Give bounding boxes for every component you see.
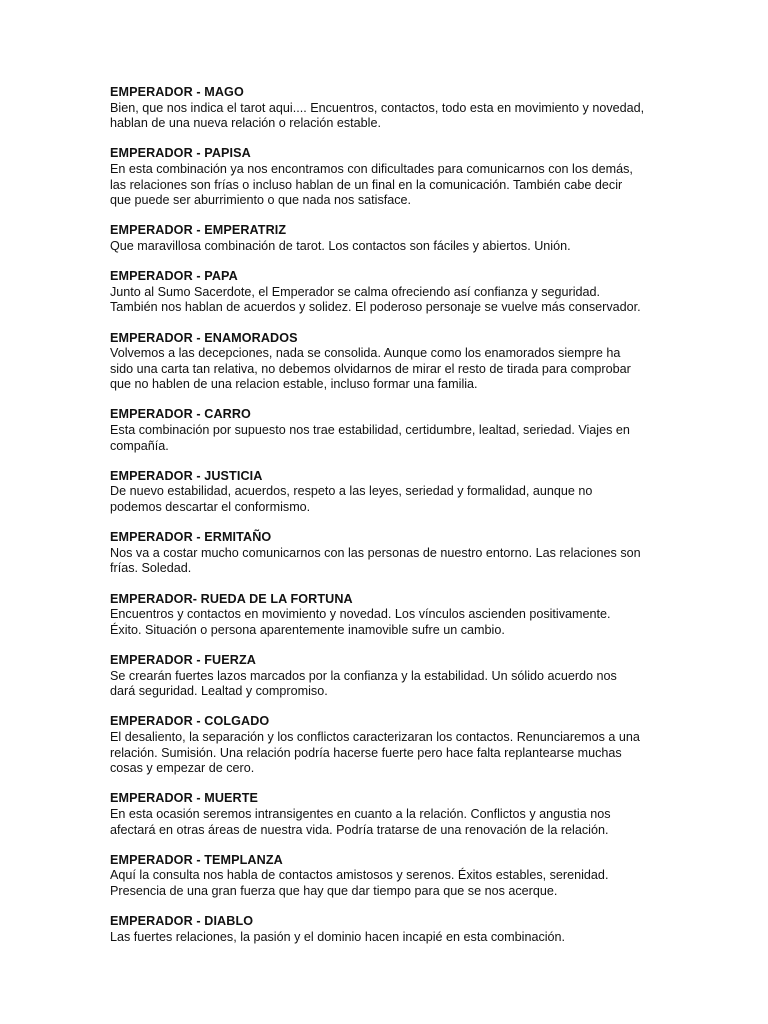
combination-title: EMPERADOR - MUERTE	[110, 791, 259, 806]
combination-title: EMPERADOR - ERMITAÑO	[110, 530, 272, 545]
combination-description-line: las relaciones son frías o incluso hablan de un final en la comunicación. También cabe decir	[110, 177, 623, 192]
combination-description-line: Encuentros y contactos en movimiento y novedad. Los vínculos ascienden positivamente.	[110, 607, 611, 622]
combination-description-line: El desaliento, la separación y los conflictos caracterizaran los contactos. Renunciaremos a una	[110, 729, 640, 744]
combination-description-line: Las fuertes relaciones, la pasión y el dominio hacen incapié en esta combinación.	[110, 929, 566, 944]
combination-description-line: cosas y empezar de cero.	[110, 761, 255, 776]
combination-description-line: Junto al Sumo Sacerdote, el Emperador se calma ofreciendo así confianza y seguridad.	[110, 284, 601, 299]
combination-entry	[110, 469, 670, 516]
combination-title: EMPERADOR- RUEDA DE LA FORTUNA	[110, 591, 353, 606]
combination-entry	[110, 653, 670, 700]
combination-description-line: que puede ser aburrimiento o que nada nos satisface.	[110, 193, 412, 208]
combination-description-line: Volvemos a las decepciones, nada se consolida. Aunque como los enamorados siempre ha	[110, 346, 621, 361]
combination-entry	[110, 269, 670, 316]
combination-title: EMPERADOR - TEMPLANZA	[110, 852, 283, 867]
combination-description-line: También nos hablan de acuerdos y solidez. El poderoso personaje se vuelve más conservador.	[110, 300, 641, 315]
combination-title: EMPERADOR - FUERZA	[110, 652, 256, 667]
combination-entry	[110, 407, 670, 454]
combination-description-line: En esta combinación ya nos encontramos con dificultades para comunicarnos con los demás,	[110, 161, 633, 176]
combination-description-line: De nuevo estabilidad, acuerdos, respeto a las leyes, seriedad y formalidad, aunque no	[110, 484, 593, 499]
combination-title: EMPERADOR - CARRO	[110, 407, 251, 422]
combination-entry	[110, 791, 670, 838]
combination-title: EMPERADOR - COLGADO	[110, 714, 270, 729]
combination-entry	[110, 592, 670, 639]
combination-title: EMPERADOR - EMPERATRIZ	[110, 223, 287, 238]
combination-description-line: Presencia de una gran fuerza que hay que dar tiempo para que se nos acerque.	[110, 883, 558, 898]
combination-description-line: Esta combinación por supuesto nos trae estabilidad, certidumbre, lealtad, seriedad. Viajes en	[110, 423, 630, 438]
combination-description-line: compañía.	[110, 438, 169, 453]
combination-description-line: que no hablen de una relacion estable, incluso formar una familia.	[110, 377, 478, 392]
combination-description-line: hablan de una nueva relación o relación estable.	[110, 116, 381, 131]
document-body	[110, 85, 670, 960]
combination-entry	[110, 914, 670, 945]
combination-entry	[110, 331, 670, 393]
combination-title: EMPERADOR - PAPA	[110, 269, 238, 284]
combination-description-line: dará seguridad. Lealtad y compromiso.	[110, 684, 328, 699]
combination-description-line: relación. Sumisión. Una relación podría hacerse fuerte pero hace falta replantearse muchas	[110, 745, 622, 760]
combination-description-line: Se crearán fuertes lazos marcados por la confianza y la estabilidad. Un sólido acuerdo nos	[110, 668, 617, 683]
combination-entry	[110, 853, 670, 900]
combination-description-line: Éxito. Situación o persona aparentemente inamovible sufre un cambio.	[110, 622, 505, 637]
combination-title: EMPERADOR - MAGO	[110, 85, 244, 99]
combination-description-line: sido una carta tan relativa, no debemos olvidarnos de mirar el resto de tirada para comprobar	[110, 361, 631, 376]
combination-entry	[110, 223, 670, 254]
combination-description-line: Bien, que nos indica el tarot aqui.... Encuentros, contactos, todo esta en movimiento y novedad,	[110, 100, 645, 115]
combination-description-line: En esta ocasión seremos intransigentes en cuanto a la relación. Conflictos y angustia nos	[110, 806, 611, 821]
combination-title: EMPERADOR - PAPISA	[110, 146, 251, 161]
combination-description-line: Nos va a costar mucho comunicarnos con las personas de nuestro entorno. Las relaciones son	[110, 545, 641, 560]
combination-description-line: Que maravillosa combinación de tarot. Los contactos son fáciles y abiertos. Unión.	[110, 238, 571, 253]
combination-title: EMPERADOR - ENAMORADOS	[110, 330, 298, 345]
combination-entry	[110, 530, 670, 577]
combination-description-line: frías. Soledad.	[110, 561, 192, 576]
combination-entry	[110, 85, 670, 132]
combination-title: EMPERADOR - DIABLO	[110, 914, 254, 929]
combination-entry	[110, 146, 670, 208]
combination-description-line: Aquí la consulta nos habla de contactos amistosos y serenos. Éxitos estables, serenidad.	[110, 868, 609, 883]
combination-entry	[110, 714, 670, 776]
combination-description-line: afectará en otras áreas de nuestra vida. Podría tratarse de una renovación de la relación.	[110, 822, 609, 837]
combination-description-line: podemos descartar el conformismo.	[110, 500, 311, 515]
combination-title: EMPERADOR - JUSTICIA	[110, 468, 263, 483]
